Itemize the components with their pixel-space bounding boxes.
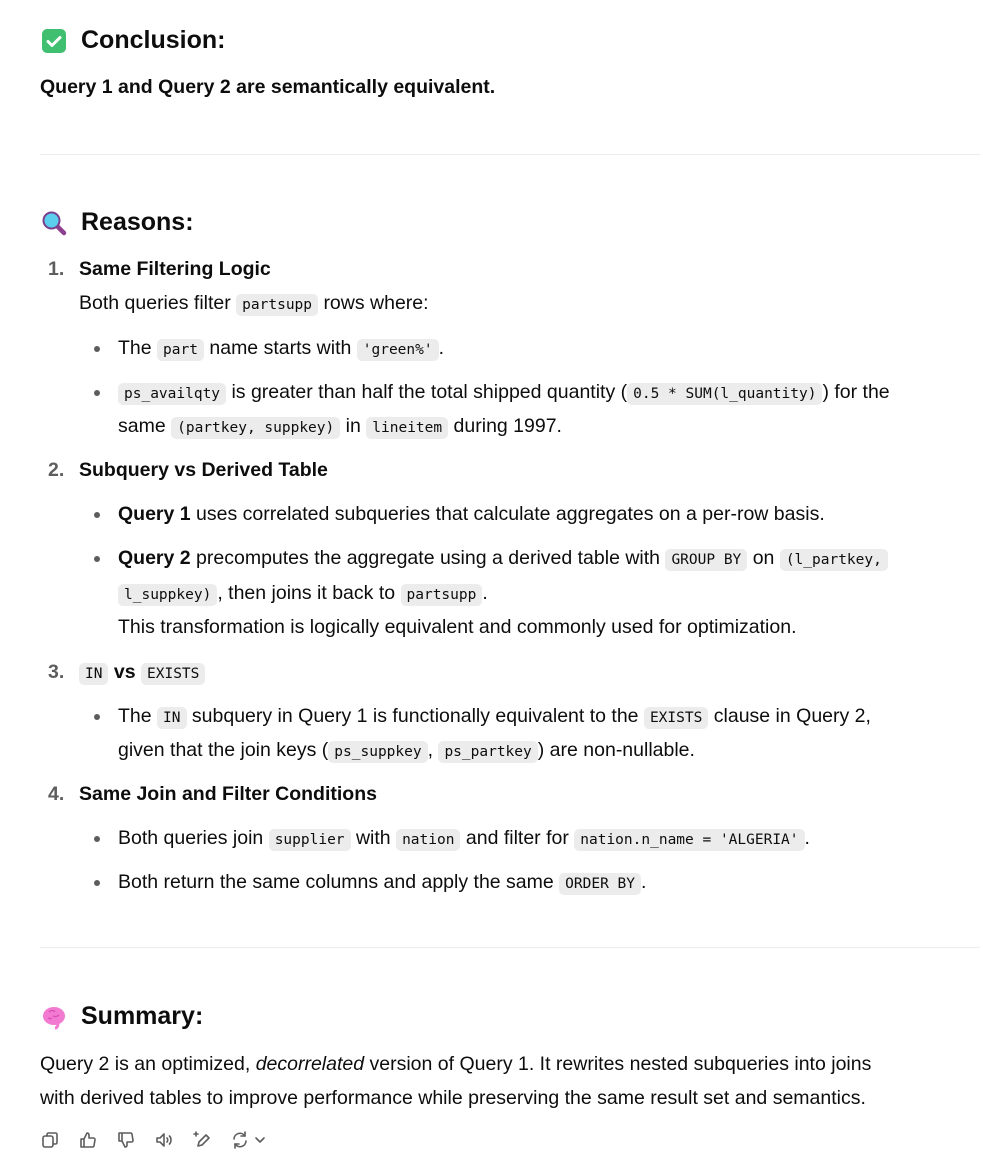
text: with (355, 827, 391, 849)
read-aloud-icon[interactable] (154, 1130, 174, 1150)
reason-title (79, 655, 205, 691)
inline-code: (l_partkey, (780, 549, 888, 571)
inline-code: EXISTS (644, 707, 708, 729)
text: ) for the (822, 381, 890, 403)
text: is greater than half the total shipped quantity ( (231, 381, 628, 403)
list-number: 3. (48, 661, 65, 683)
summary-title: Summary: (81, 1002, 204, 1030)
inline-code: ps_partkey (438, 741, 537, 763)
check-mark-button-icon (40, 27, 68, 55)
inline-code: 'green%' (357, 339, 439, 361)
text: subquery in Query 1 is functionally equivalent to the (191, 705, 639, 727)
inline-code: ORDER BY (559, 873, 641, 895)
thumbs-up-icon[interactable] (78, 1130, 98, 1150)
regenerate-icon[interactable] (230, 1130, 250, 1150)
bold-text: vs (113, 661, 136, 683)
text: . (804, 827, 810, 849)
list-item-continued (118, 610, 796, 644)
list-item (118, 497, 825, 531)
bullet (94, 880, 100, 886)
message-actions (40, 1130, 284, 1150)
text: rows where: (323, 292, 429, 314)
text: Both queries filter (79, 292, 231, 314)
list-item-continued (118, 576, 488, 612)
inline-code: nation.n_name = 'ALGERIA' (574, 829, 804, 851)
text: during 1997. (453, 415, 562, 437)
copy-icon[interactable] (40, 1130, 60, 1150)
bullet (94, 346, 100, 352)
reasons-title: Reasons: (81, 208, 194, 236)
summary-heading (40, 1002, 203, 1031)
inline-code: l_suppkey) (118, 584, 217, 606)
bullet (94, 512, 100, 518)
list-item (118, 865, 646, 901)
text: precomputes the aggregate using a derived table with (196, 547, 661, 569)
inline-code: EXISTS (141, 663, 205, 685)
text: Both return the same columns and apply the same (118, 871, 554, 893)
bullet (94, 836, 100, 842)
inline-code: ps_availqty (118, 383, 226, 405)
text: uses correlated subqueries that calculate aggregates on a per-row basis. (196, 503, 825, 525)
list-number: 4. (48, 783, 65, 805)
bold-text: Query 1 (118, 503, 191, 525)
text: Both queries join (118, 827, 264, 849)
text: in (345, 415, 361, 437)
reason-title: Subquery vs Derived Table (79, 459, 328, 481)
inline-code: IN (157, 707, 186, 729)
list-item (118, 331, 444, 367)
text: on (752, 547, 775, 569)
inline-code: IN (79, 663, 108, 685)
bold-text: Query 2 (118, 547, 191, 569)
list-number: 1. (48, 258, 65, 280)
conclusion-heading (40, 26, 225, 55)
thumbs-down-icon[interactable] (116, 1130, 136, 1150)
text: , then joins it back to (217, 582, 396, 604)
text: name starts with (209, 337, 352, 359)
magnifying-glass-icon (40, 209, 68, 237)
text: and filter for (465, 827, 569, 849)
inline-code: ps_suppkey (328, 741, 427, 763)
bullet (94, 714, 100, 720)
inline-code: nation (396, 829, 460, 851)
summary-line-1 (40, 1047, 871, 1081)
conclusion-statement: Query 1 and Query 2 are semantically equivalent. (40, 76, 496, 98)
list-item (118, 699, 871, 735)
list-item (118, 375, 890, 411)
chevron-down-icon[interactable] (254, 1130, 266, 1150)
text: . (641, 871, 647, 893)
inline-code: 0.5 * SUM(l_quantity) (627, 383, 822, 405)
text: same (118, 415, 166, 437)
text: . (482, 582, 488, 604)
list-number: 2. (48, 459, 65, 481)
text: , (427, 739, 434, 761)
list-item-continued (118, 409, 562, 445)
list-item-continued (118, 733, 695, 769)
text: Query 2 is an optimized, (40, 1053, 251, 1075)
summary-line-2 (40, 1081, 866, 1115)
text: clause in Query 2, (713, 705, 871, 727)
inline-code: lineitem (366, 417, 448, 439)
list-item (118, 541, 888, 577)
list-item (118, 821, 810, 857)
italic-text: decorrelated (255, 1053, 365, 1075)
reasons-heading (40, 208, 194, 237)
edit-sparkle-icon[interactable] (192, 1130, 212, 1150)
inline-code: partsupp (236, 294, 318, 316)
inline-code: (partkey, suppkey) (171, 417, 340, 439)
conclusion-title: Conclusion: (81, 26, 226, 54)
reason-intro (79, 286, 429, 322)
text: with derived tables to improve performance while preserving the same result set and semantics. (40, 1087, 866, 1109)
inline-code: partsupp (401, 584, 483, 606)
reason-title: Same Join and Filter Conditions (79, 783, 377, 805)
divider (40, 947, 980, 948)
text: The (118, 705, 152, 727)
reason-title: Same Filtering Logic (79, 258, 271, 280)
inline-code: supplier (269, 829, 351, 851)
brain-icon (40, 1003, 68, 1031)
text: given that the join keys ( (118, 739, 329, 761)
bullet (94, 390, 100, 396)
text: . (438, 337, 445, 359)
inline-code: part (157, 339, 204, 361)
text: ) are non-nullable. (537, 739, 695, 761)
bullet (94, 556, 100, 562)
text: This transformation is logically equivalent and commonly used for optimization. (118, 616, 797, 638)
inline-code: GROUP BY (665, 549, 747, 571)
text: The (118, 337, 152, 359)
text: version of Query 1. It rewrites nested subqueries into joins (369, 1053, 872, 1075)
divider (40, 154, 980, 155)
